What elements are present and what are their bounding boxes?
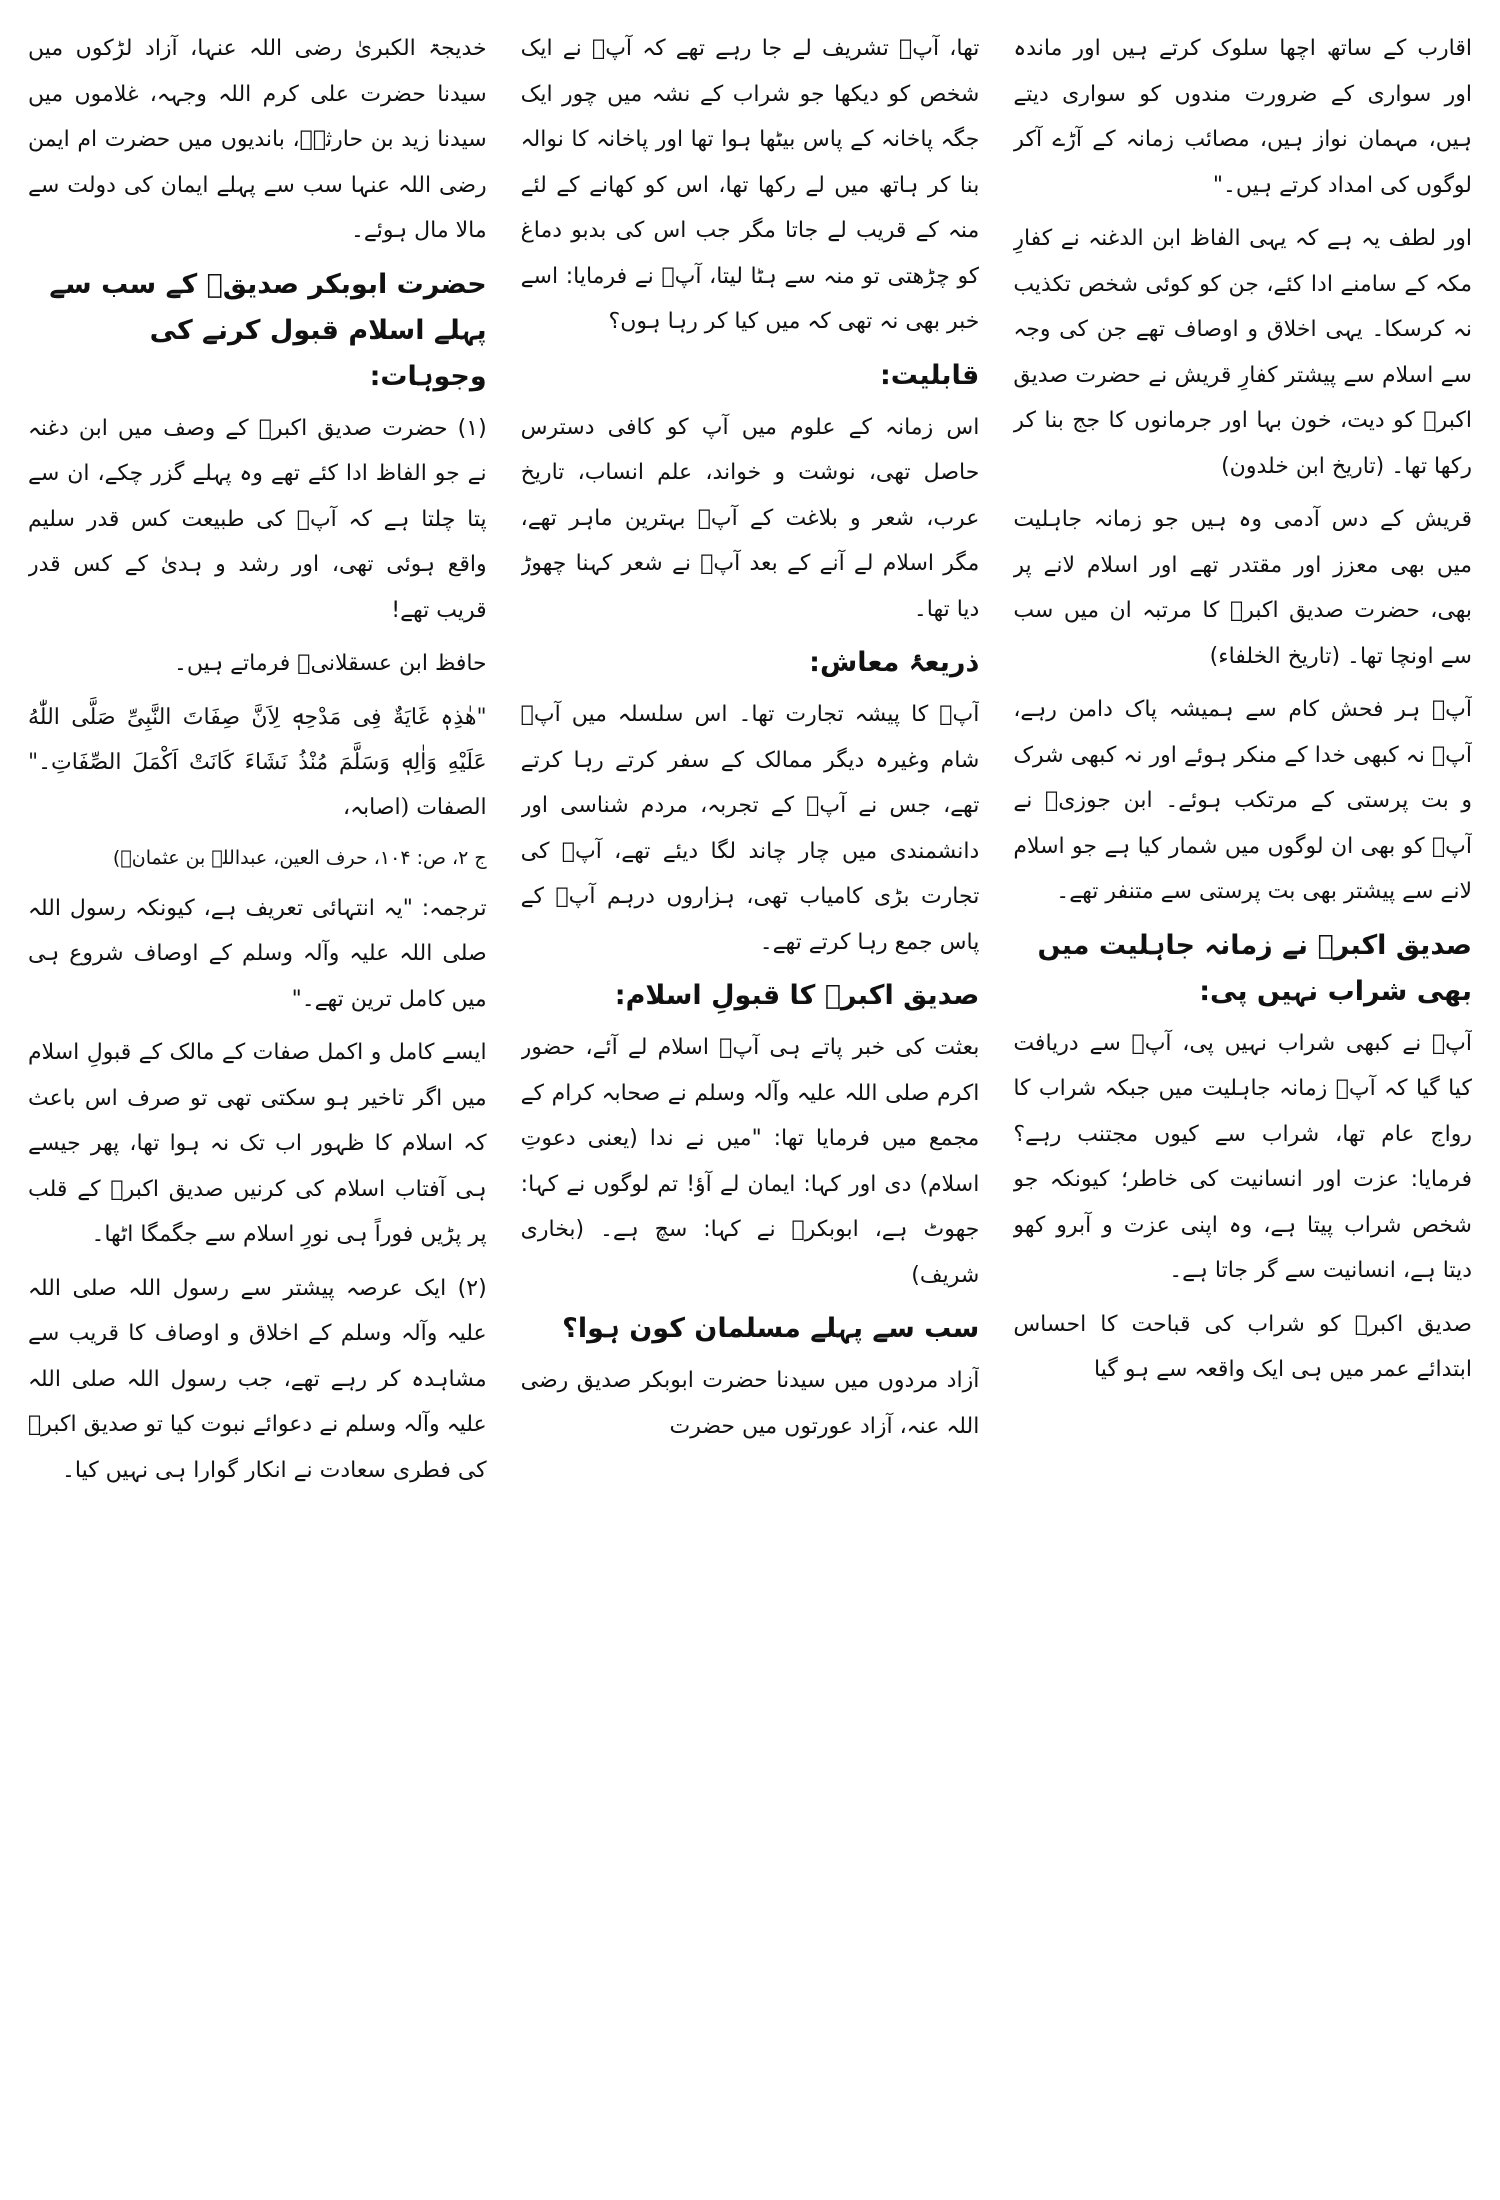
section-heading: سب سے پہلے مسلمان کون ہوا؟ bbox=[562, 1313, 980, 1344]
paragraph: ایسے کامل و اکمل صفات کے مالک کے قبولِ اسلام میں اگر تاخیر ہو سکتی تھی تو صرف اس باعث کہ اسلام کا ظہور اب تک نہ ہوا تھا، پھر جیسے ہی آفتاب اسلام کی کرنیں صدیق اکبرؓ کے قلب پر پڑیں فوراً ہی نورِ اسلام سے جگمگا اٹھا۔ bbox=[27, 1040, 487, 1247]
citation: ج ۲، ص: ۱۰۴، حرف العین، عبداللہ بن عثمانؓ) bbox=[112, 846, 487, 869]
paragraph: اقارب کے ساتھ اچھا سلوک کرتے ہیں اور ماندہ اور سواری کے ضرورت مندوں کو سواری دیتے ہیں، مہمان نواز ہیں، مصائب زمانہ کے آڑے آکر لوگوں کی امداد کرتے ہیں۔" bbox=[1013, 36, 1472, 198]
paragraph: تھا، آپؓ تشریف لے جا رہے تھے کہ آپؓ نے ایک شخص کو دیکھا جو شراب کے نشہ میں چور ایک جگہ پاخانہ کے پاس بیٹھا ہوا تھا اور پاخانہ کا نوالہ بنا کر ہاتھ میں لے رکھا تھا، اس کو کھانے کے لئے منہ کے قریب لے جاتا مگر جب اس کی بدبو دماغ کو چڑھتی تو منہ سے ہٹا لیتا، آپؓ نے فرمایا: اسے خبر بھی نہ تھی کہ میں کیا کر رہا ہوں؟ bbox=[520, 36, 980, 334]
section-heading: ذریعۂ معاش: bbox=[809, 647, 980, 678]
paragraph: خدیجۃ الکبریٰ رضی اللہ عنہا، آزاد لڑکوں میں سیدنا حضرت علی کرم اللہ وجہہ، غلاموں میں سیدنا زید بن حارثہؓ، باندیوں میں حضرت ام ایمن رضی اللہ عنہا سب سے پہلے ایمان کی دولت سے مالا مال ہوئے۔ bbox=[27, 36, 487, 243]
section-heading: قابلیت: bbox=[879, 359, 980, 391]
section-heading: صدیق اکبرؓ نے زمانہ جاہلیت میں بھی شراب نہیں پی: bbox=[1037, 929, 1472, 1007]
paragraph: اور لطف یہ ہے کہ یہی الفاظ ابن الدغنہ نے کفارِ مکہ کے سامنے ادا کئے، جن کو کوئی شخص تکذیب نہ کرسکا۔ یہی اخلاق و اوصاف تھے جن کی وجہ سے اسلام سے پیشتر کفارِ قریش نے حضرت صدیق اکبرؓ کو دیت، خون بہا اور جرمانوں کا جج بنا کر رکھا تھا۔ (تاریخ ابن خلدون) bbox=[1013, 226, 1472, 479]
paragraph: قریش کے دس آدمی وہ ہیں جو زمانہ جاہلیت میں بھی معزز اور مقتدر تھے اور اسلام لانے پر بھی، حضرت صدیق اکبرؓ کا مرتبہ ان میں سب سے اونچا تھا۔ (تاریخ الخلفاء) bbox=[1013, 507, 1472, 669]
paragraph: صدیق اکبرؓ کو شراب کی قباحت کا احساس ابتدائے عمر میں ہی ایک واقعہ سے ہو گیا bbox=[1013, 1311, 1472, 1382]
paragraph: آپؓ کا پیشہ تجارت تھا۔ اس سلسلہ میں آپؓ شام وغیرہ دیگر ممالک کے سفر کرتے رہا کرتے تھے، جس نے آپؓ کے تجربہ، مردم شناسی اور دانشمندی میں چار چاند لگا دیئے تھے، آپؓ کی تجارت بڑی کامیاب تھی، ہزاروں درہم آپؓ کے پاس جمع رہا کرتے تھے۔ bbox=[520, 702, 980, 955]
paragraph: آزاد مردوں میں سیدنا حضرت ابوبکر صدیق رضی اللہ عنہ، آزاد عورتوں میں حضرت bbox=[520, 1368, 980, 1439]
paragraph: ترجمہ: "یہ انتہائی تعریف ہے، کیونکہ رسول اللہ صلی اللہ علیہ وآلہ وسلم کے اوصاف شروع ہی میں کامل ترین تھے۔" bbox=[27, 895, 487, 1012]
paragraph: حافظ ابن عسقلانیؒ فرماتے ہیں۔ bbox=[174, 651, 487, 676]
paragraph: اس زمانہ کے علوم میں آپ کو کافی دسترس حاصل تھی، نوشت و خواند، علم انساب، تاریخ عرب، شعر و بلاغت کے آپؓ بہترین ماہر تھے، مگر اسلام لے آنے کے بعد آپؓ نے شعر کہنا چھوڑ دیا تھا۔ bbox=[520, 414, 980, 622]
paragraph: (۲) ایک عرصہ پیشتر سے رسول اللہ صلی اللہ علیہ وآلہ وسلم کے اخلاق و اوصاف کا قریب سے مشاہدہ کر رہے تھے، جب رسول اللہ صلی اللہ علیہ وآلہ وسلم نے دعوائے نبوت کیا تو صدیق اکبرؓ کی فطری سعادت نے انکار گوارا ہی نہیں کیا۔ bbox=[27, 1275, 487, 1483]
paragraph: آپؓ نے کبھی شراب نہیں پی، آپؓ سے دریافت کیا گیا کہ آپؓ زمانہ جاہلیت میں جبکہ شراب کا رواج عام تھا، شراب سے کیوں مجتنب رہے؟ فرمایا: عزت اور انسانیت کی خاطر؛ کیونکہ جو شخص شراب پیتا ہے، وہ اپنی عزت و آبرو کھو دیتا ہے، انسانیت سے گر جاتا ہے۔ bbox=[1013, 1030, 1472, 1283]
column-right bbox=[1013, 26, 1472, 2200]
column-middle bbox=[521, 26, 980, 2200]
paragraph: بعثت کی خبر پاتے ہی آپؓ اسلام لے آئے، حضور اکرم صلی اللہ علیہ وآلہ وسلم نے صحابہ کرام کے مجمع میں فرمایا تھا: "میں نے ندا (یعنی دعوتِ اسلام) دی اور کہا: ایمان لے آؤ! تم لوگوں نے کہا: جھوٹ ہے، ابوبکرؓ نے کہا: سچ ہے۔ (بخاری شریف) bbox=[520, 1035, 980, 1288]
arabic-quote: "ھٰذِهٖ غَایَةٌ فِی مَدْحِهٖ لِاَنَّ صِفَاتَ النَّبِیِّ صَلَّی اللّٰهُ عَلَیْهِ وَاٰلِهٖ وَسَلَّمَ مُنْذُ نَشَاءَ کَانَتْ اَکْمَلَ الصِّفَاتِ۔" الصفات (اصابہ، bbox=[27, 704, 487, 820]
paragraph: (۱) حضرت صدیق اکبرؓ کے وصف میں ابن دغنہ نے جو الفاظ ادا کئے تھے وہ پہلے گزر چکے، ان سے پتا چلتا ہے کہ آپؓ کی طبیعت کس قدر سلیم واقع ہوئی تھی، اور رشد و ہدیٰ کے کس قدر قریب تھے! bbox=[27, 415, 487, 623]
paragraph: آپؓ ہر فحش کام سے ہمیشہ پاک دامن رہے، آپؓ نہ کبھی خدا کے منکر ہوئے اور نہ کبھی شرک و بت پرستی کے مرتکب ہوئے۔ ابن جوزیؒ نے آپؓ کو بھی ان لوگوں میں شمار کیا ہے جو اسلام لانے سے پیشتر بھی بت پرستی سے متنفر تھے۔ bbox=[1013, 697, 1472, 904]
column-left bbox=[28, 26, 487, 2200]
section-heading: صدیق اکبرؓ کا قبولِ اسلام: bbox=[614, 980, 980, 1011]
section-heading: حضرت ابوبکر صدیقؓ کے سب سے پہلے اسلام قبول کرنے کی وجوہات: bbox=[49, 268, 487, 392]
